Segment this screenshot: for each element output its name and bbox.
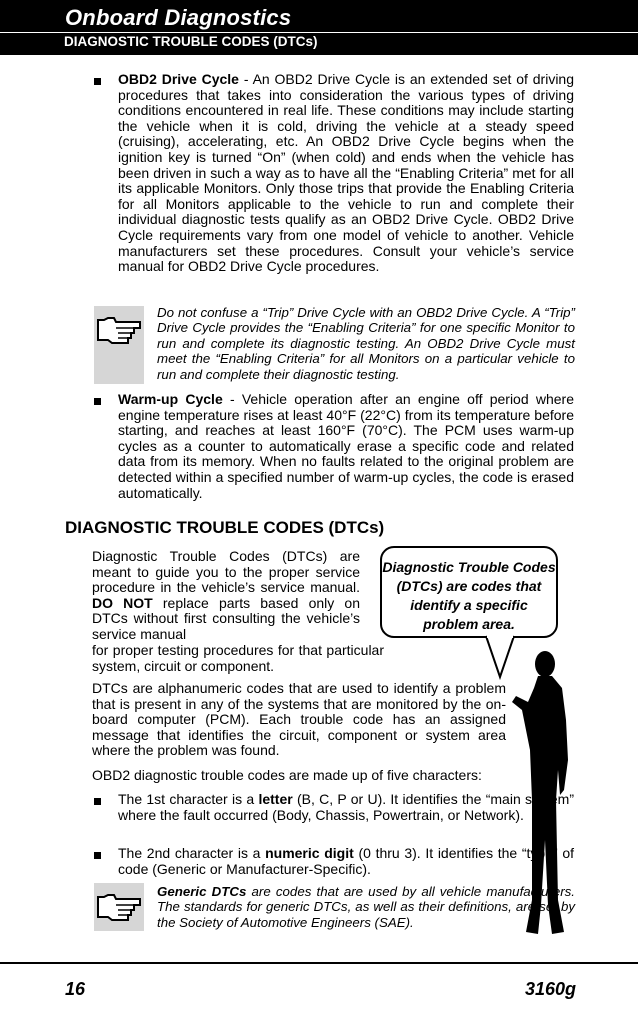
drive-cycle-text: - An OBD2 Drive Cycle is an extended set of driving procedures that takes into consideration the various types of driving conditions encountered in real life. These conditions may include starting the vehicle when it is cold, driving the vehicle at a steady speed (cruising), accelerating, etc. An OBD2 Drive Cycle begins when the ignition key is turned “On” (when cold) and ends when the vehicle has been driven in such a way as to have all the “Enabling Criteria” met for all its applicable Monitors. Only those trips that provide the Enabling Criteria for all Monitors applicable to the vehicle to run and complete their individual diagnostic tests qualify as an OBD2 Drive Cycle. OBD2 Drive Cycle requirements vary from one model of vehicle to another. Vehicle manufacturers set these procedures. Consult your vehicle’s service manual for OBD2 Drive Cycle procedures.	[118, 71, 575, 275]
letter-emphasis: letter	[258, 791, 293, 807]
warmup-text: - Vehicle operation after an engine off period where engine temperature rises at least 40°F (22°C) from its temperature before starting, and reaches at least 160°F (70°C). The PCM uses warm-up cycles as a counter to automatically erase a specific code and related data from its memory. When no faults related to the original problem are detected within a specified number of warm-up cycles, the code is erased automatically.	[118, 391, 574, 501]
drive-cycle-term: OBD2 Drive Cycle	[118, 71, 239, 87]
first-character-text: The 1st character is a	[118, 791, 259, 807]
dtc-structure-intro: OBD2 diagnostic trouble codes are made up of five characters:	[92, 767, 482, 783]
pointing-hand-icon	[94, 887, 144, 927]
bullet-marker	[94, 398, 101, 405]
bullet-marker	[94, 78, 101, 85]
pointing-hand-icon	[94, 310, 144, 350]
trip-drive-cycle-note: Do not confuse a “Trip” Drive Cycle with an OBD2 Drive Cycle. A “Trip” Drive Cycle provides the “Enabling Criteria” for one specific Monitor to run and complete its diagnostic testing. An OBD2 Drive Cycle must meet the “Enabling Criteria” for all Monitors on a particular vehicle to run and complete their diagnostic testing.	[157, 305, 575, 382]
speech-bubble	[380, 546, 558, 638]
warmup-term: Warm-up Cycle	[118, 391, 223, 407]
header-divider	[0, 32, 638, 33]
second-character-text: The 2nd character is a	[118, 845, 266, 861]
footer-divider	[0, 962, 638, 964]
header-title: Onboard Diagnostics	[65, 5, 292, 30]
generic-dtc-text: are codes that are used by all vehicle manufacturers. The standards for generic DTCs, as well as their definitions, are set by the Society of Automotive Engineers (SAE).	[157, 884, 575, 930]
second-character-item	[118, 846, 574, 877]
dtc-intro-continuation: for proper testing procedures for that particular system, circuit or component.	[92, 642, 384, 674]
second-character-detail: (0 thru 3). It identifies the “type” of code (Generic or Manufacturer-Specific).	[118, 845, 574, 877]
bubble-text: Diagnostic Trouble Codes (DTCs) are codes that identify a specific problem area.	[382, 559, 556, 632]
drive-cycle-paragraph	[118, 72, 574, 275]
generic-dtc-term: Generic DTCs	[157, 884, 247, 899]
dtc-intro-paragraph	[92, 549, 360, 643]
model-number: 3160g	[524, 979, 576, 999]
bullet-marker	[94, 852, 101, 859]
note-icon-box	[94, 883, 144, 931]
dtc-section-title: DIAGNOSTIC TROUBLE CODES (DTCs)	[65, 518, 385, 537]
note-icon-box	[94, 306, 144, 384]
warmup-paragraph	[118, 392, 574, 501]
dtc-definition-paragraph: DTCs are alphanumeric codes that are used to identify a problem that is present in any of the systems that are monitored by the on-board computer (PCM). Each trouble code has an assigned message that identifies the circuit, component or system area where the problem was found.	[92, 680, 506, 759]
header-subtitle: DIAGNOSTIC TROUBLE CODES (DTCs)	[64, 34, 318, 49]
do-not-emphasis: DO NOT	[92, 594, 153, 611]
first-character-item	[118, 792, 574, 823]
dtc-intro-text-cont: replace parts based only on DTCs without first consulting the vehicle’s service manual	[92, 594, 360, 642]
page-header	[0, 0, 638, 55]
bullet-marker	[94, 798, 101, 805]
dtc-intro-text: Diagnostic Trouble Codes (DTCs) are meant to guide you to the proper service procedure in the vehicle’s service manual.	[92, 548, 360, 596]
first-character-detail: (B, C, P or U). It identifies the “main system” where the fault occurred (Body, Chassis, Powertrain, or Network).	[118, 791, 575, 823]
generic-dtc-note	[157, 884, 575, 930]
page-number: 16	[65, 979, 86, 999]
numeric-digit-emphasis: numeric digit	[265, 845, 354, 861]
